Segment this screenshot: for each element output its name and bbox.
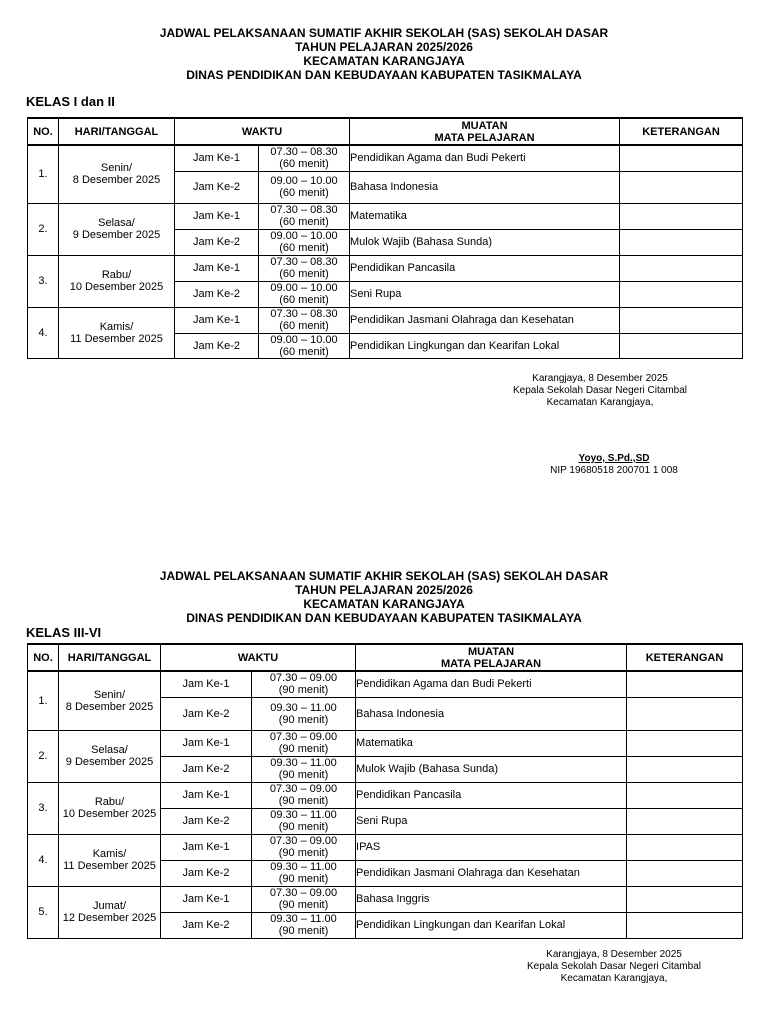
day-name: Senin/ [100,162,133,175]
duration: (90 menit) [278,713,329,726]
keterangan-cell [627,782,743,808]
doc1-schedule-table [27,117,743,359]
session-jam: Jam Ke-1 [175,203,259,229]
session-jam: Jam Ke-1 [161,671,252,697]
signature-name: Yoyo, S.Pd.,SD [578,453,650,464]
session-time [259,145,350,171]
keterangan-cell [620,145,743,171]
day-number: 2. [28,730,59,782]
session-jam: Jam Ke-1 [161,782,252,808]
day-name: Kamis/ [99,320,134,333]
day-name: Senin/ [93,688,126,701]
session-jam: Jam Ke-2 [175,281,259,307]
doc2-heading-line-1: JADWAL PELAKSANAAN SUMATIF AKHIR SEKOLAH (SAS) SEKOLAH DASAR [159,569,609,583]
date-text: 11 Desember 2025 [70,332,163,345]
session-jam: Jam Ke-1 [161,730,252,756]
session-subject: Mulok Wajib (Bahasa Sunda) [350,229,620,255]
header-hari-tanggal: HARI/TANGGAL [59,118,175,145]
duration: (60 menit) [279,216,329,228]
duration: (60 menit) [279,320,329,332]
doc2-heading [0,569,768,625]
duration: (90 menit) [278,769,329,781]
signature-position: Kepala Sekolah Dasar Negeri Citambal [513,385,687,396]
doc1-heading-line-2: TAHUN PELAJARAN 2025/2026 [295,40,473,54]
duration: (90 menit) [278,821,329,833]
table-row [28,203,743,229]
header-no: NO. [28,118,59,145]
session-subject: Seni Rupa [350,281,620,307]
header-muatan-line1: MUATAN [468,645,515,658]
keterangan-cell [620,229,743,255]
doc1-heading-line-3: KECAMATAN KARANGJAYA [303,54,465,68]
time-range: 09.30 – 11.00 [270,861,337,873]
date-text: 12 Desember 2025 [62,912,157,924]
session-subject: Matematika [356,730,627,756]
time-range: 07.30 – 09.00 [269,731,338,743]
day-date [59,886,161,938]
session-subject: Bahasa Indonesia [350,171,620,203]
table-row [28,145,743,171]
session-time [252,912,356,938]
day-number: 1. [28,145,59,203]
date-text: 9 Desember 2025 [65,756,154,768]
signature-district: Kecamatan Karangjaya, [546,397,654,408]
date-text: 10 Desember 2025 [69,281,164,293]
keterangan-cell [620,281,743,307]
table-row [28,730,743,756]
duration: (60 menit) [279,268,329,280]
time-range: 07.30 – 09.00 [269,887,338,899]
time-range: 07.30 – 08.30 [270,308,338,320]
session-time [259,255,350,281]
session-subject: Pendidikan Pancasila [356,782,627,808]
day-date [59,730,161,782]
session-time [252,756,356,782]
header-waktu: WAKTU [175,118,350,145]
day-name: Rabu/ [101,269,132,281]
session-subject: Matematika [350,203,620,229]
duration: (60 menit) [279,345,329,358]
header-hari-tanggal: HARI/TANGGAL [59,644,161,671]
session-subject: Mulok Wajib (Bahasa Sunda) [356,756,627,782]
day-number: 2. [28,203,59,255]
header-muatan-line1: MUATAN [461,119,508,132]
time-range: 09.00 – 10.00 [270,230,338,242]
doc1-signature-block [490,373,710,409]
table-row [28,782,743,808]
session-jam: Jam Ke-2 [161,912,252,938]
header-no: NO. [28,644,59,671]
session-time [259,307,350,333]
keterangan-cell [627,697,743,730]
header-muatan [356,644,627,671]
doc2-schedule-table [27,643,743,939]
session-time [252,860,356,886]
duration: (90 menit) [278,847,329,859]
session-jam: Jam Ke-2 [175,333,259,358]
duration: (60 menit) [279,158,329,171]
time-range: 07.30 – 09.00 [269,835,338,847]
day-name: Kamis/ [92,848,127,860]
session-time [252,697,356,730]
keterangan-cell [627,808,743,834]
keterangan-cell [627,671,743,697]
duration: (90 menit) [278,873,329,885]
table-row [28,834,743,860]
time-range: 07.30 – 08.30 [270,256,338,268]
duration: (90 menit) [278,743,329,755]
time-range: 07.30 – 08.30 [270,146,338,159]
duration: (90 menit) [278,684,329,697]
keterangan-cell [627,912,743,938]
session-jam: Jam Ke-2 [175,171,259,203]
session-time [259,229,350,255]
session-jam: Jam Ke-1 [175,307,259,333]
doc2-heading-line-2: TAHUN PELAJARAN 2025/2026 [295,583,473,597]
header-muatan-line2: MATA PELAJARAN [441,657,542,670]
session-jam: Jam Ke-2 [161,860,252,886]
session-subject: Pendidikan Agama dan Budi Pekerti [356,671,627,697]
duration: (60 menit) [279,242,329,254]
session-time [259,171,350,203]
session-subject: IPAS [356,834,627,860]
time-range: 09.00 – 10.00 [270,333,338,346]
day-date [59,307,175,358]
keterangan-cell [620,203,743,229]
signature-place-date: Karangjaya, 8 Desember 2025 [546,949,682,960]
keterangan-cell [620,307,743,333]
session-time [259,203,350,229]
time-range: 09.30 – 11.00 [270,757,337,769]
keterangan-cell [627,756,743,782]
session-subject: Bahasa Indonesia [356,697,627,730]
day-number: 4. [28,307,59,358]
session-subject: Seni Rupa [356,808,627,834]
header-keterangan: KETERANGAN [620,118,743,145]
session-time [252,730,356,756]
session-jam: Jam Ke-2 [161,756,252,782]
time-range: 07.30 – 09.00 [269,783,338,795]
day-number: 3. [28,255,59,307]
doc1-kelas-title: KELAS I dan II [26,94,115,109]
keterangan-cell [620,333,743,358]
time-range: 07.30 – 09.00 [269,672,338,685]
signature-place-date: Karangjaya, 8 Desember 2025 [532,373,668,384]
session-time [259,333,350,358]
doc2-kelas-title: KELAS III-VI [26,625,102,640]
table-row [28,255,743,281]
header-keterangan: KETERANGAN [627,644,743,671]
session-time [252,671,356,697]
time-range: 09.00 – 10.00 [270,282,338,294]
keterangan-cell [627,886,743,912]
day-date [59,671,161,730]
header-waktu: WAKTU [161,644,356,671]
date-text: 8 Desember 2025 [65,700,154,713]
duration: (60 menit) [279,294,329,306]
table-row [28,671,743,697]
date-text: 11 Desember 2025 [63,860,156,872]
keterangan-cell [627,834,743,860]
keterangan-cell [620,255,743,281]
session-time [252,808,356,834]
session-jam: Jam Ke-1 [175,145,259,171]
doc2-heading-line-3: KECAMATAN KARANGJAYA [303,597,465,611]
doc1-heading [0,26,768,82]
duration: (60 menit) [279,187,329,199]
day-date [59,782,161,834]
session-subject: Pendidikan Lingkungan dan Kearifan Lokal [350,333,620,358]
day-name: Rabu/ [94,796,125,808]
signature-position: Kepala Sekolah Dasar Negeri Citambal [527,961,701,972]
day-name: Selasa/ [98,217,135,229]
day-number: 1. [28,671,59,730]
day-date [59,834,161,886]
session-jam: Jam Ke-1 [175,255,259,281]
table-row [28,886,743,912]
session-time [252,834,356,860]
session-time [252,886,356,912]
doc1-signature-name-block [504,453,724,477]
session-subject: Pendidikan Agama dan Budi Pekerti [350,145,620,171]
day-date [59,255,175,307]
session-subject: Pendidikan Lingkungan dan Kearifan Lokal [356,912,627,938]
duration: (90 menit) [278,795,329,807]
time-range: 07.30 – 08.30 [270,204,338,216]
session-time [252,782,356,808]
session-subject: Bahasa Inggris [356,886,627,912]
doc1-heading-line-4: DINAS PENDIDIKAN DAN KEBUDAYAAN KABUPATEN TASIKMALAYA [186,68,582,82]
session-jam: Jam Ke-1 [161,834,252,860]
duration: (90 menit) [278,899,329,911]
duration: (90 menit) [278,925,329,937]
date-text: 10 Desember 2025 [62,808,157,820]
session-subject: Pendidikan Pancasila [350,255,620,281]
session-jam: Jam Ke-2 [161,697,252,730]
time-range: 09.30 – 11.00 [270,701,337,714]
session-jam: Jam Ke-2 [175,229,259,255]
keterangan-cell [620,171,743,203]
day-name: Selasa/ [91,744,128,756]
doc2-signature-block [504,949,724,985]
signature-nip: NIP 19680518 200701 1 008 [550,465,678,476]
doc1-heading-line-1: JADWAL PELAKSANAAN SUMATIF AKHIR SEKOLAH (SAS) SEKOLAH DASAR [159,26,609,40]
day-number: 5. [28,886,59,938]
time-range: 09.30 – 11.00 [270,809,337,821]
day-name: Jumat/ [92,900,126,912]
keterangan-cell [627,730,743,756]
time-range: 09.00 – 10.00 [270,175,338,187]
doc2-heading-line-4: DINAS PENDIDIKAN DAN KEBUDAYAAN KABUPATEN TASIKMALAYA [186,611,582,625]
session-time [259,281,350,307]
day-number: 3. [28,782,59,834]
date-text: 8 Desember 2025 [72,174,161,187]
keterangan-cell [627,860,743,886]
table-row [28,307,743,333]
session-subject: Pendidikan Jasmani Olahraga dan Kesehatan [356,860,627,886]
header-muatan [350,118,620,145]
session-jam: Jam Ke-2 [161,808,252,834]
day-date [59,145,175,203]
date-text: 9 Desember 2025 [72,229,161,241]
day-number: 4. [28,834,59,886]
time-range: 09.30 – 11.00 [270,913,337,925]
session-jam: Jam Ke-1 [161,886,252,912]
signature-district: Kecamatan Karangjaya, [560,973,668,984]
day-date [59,203,175,255]
session-subject: Pendidikan Jasmani Olahraga dan Kesehatan [350,307,620,333]
header-muatan-line2: MATA PELAJARAN [434,131,535,144]
